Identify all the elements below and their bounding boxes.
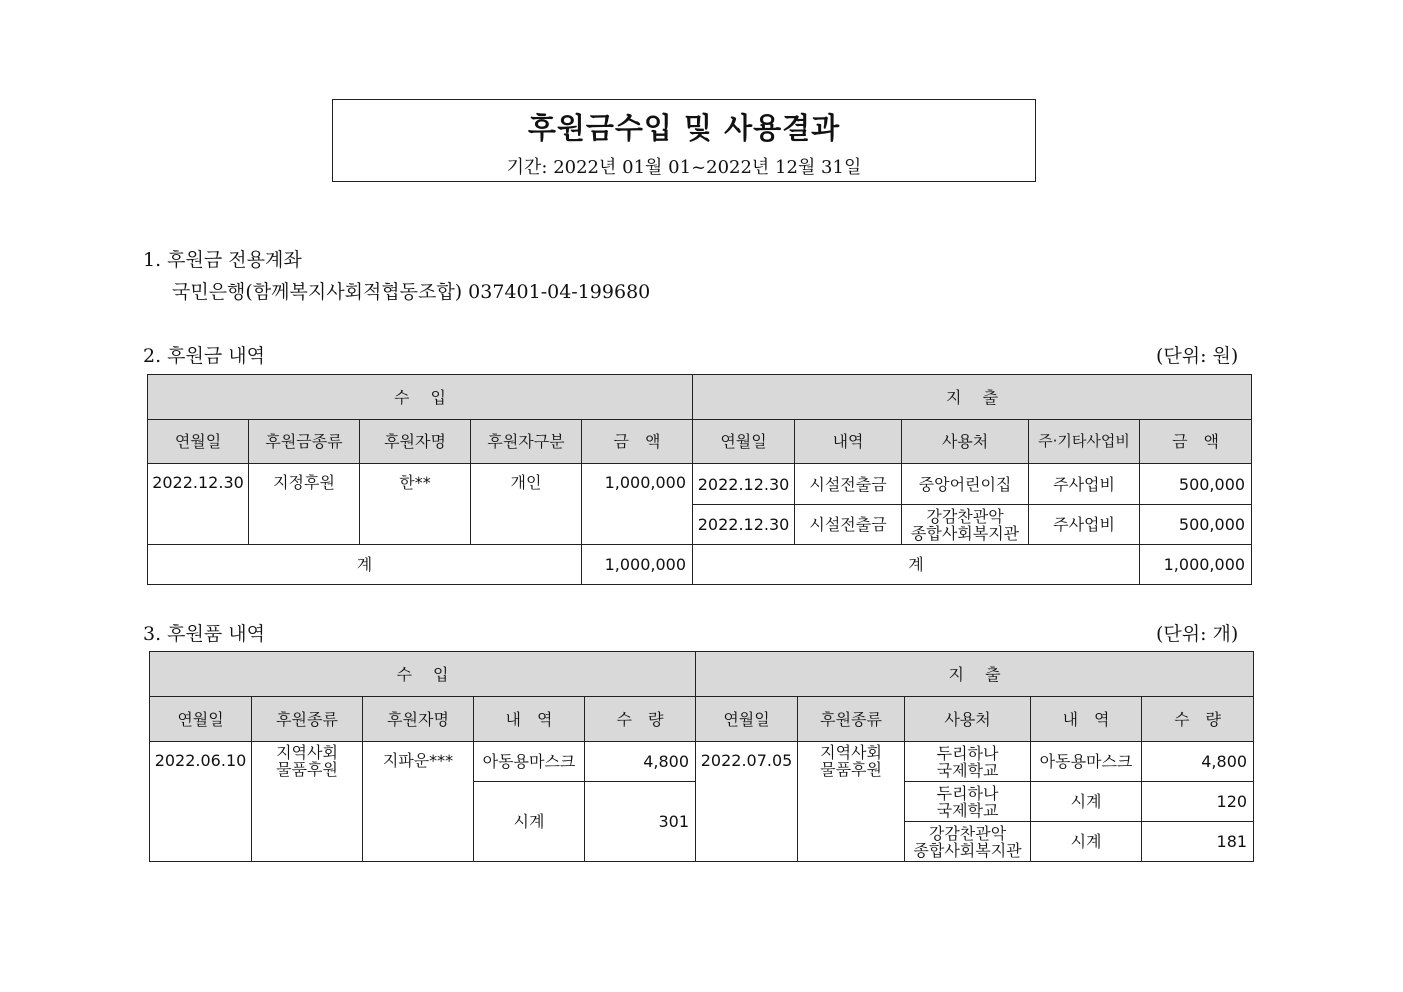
place-line: 강감찬관악 — [928, 823, 1007, 843]
expense-kind: 주사업비 — [1029, 464, 1140, 505]
goods-expense-place — [905, 782, 1031, 822]
column-header: 연월일 — [696, 697, 798, 742]
column-header: 후원자명 — [360, 420, 471, 464]
goods-expense-detail: 시계 — [1031, 822, 1142, 862]
column-header: 내 역 — [474, 697, 585, 742]
income-category: 개인 — [471, 464, 582, 545]
donation-goods-table — [149, 651, 1254, 862]
place-line: 종합사회복지관 — [913, 840, 1022, 860]
type-line: 물품후원 — [820, 760, 882, 779]
column-header: 사용처 — [902, 420, 1029, 464]
place-line: 두리하나 — [936, 743, 999, 763]
income-donor: 한** — [360, 464, 471, 545]
column-header: 내역 — [795, 420, 902, 464]
column-header: 주·기타사업비 — [1029, 420, 1140, 464]
goods-expense-type — [798, 742, 905, 862]
place-line: 국제학교 — [936, 760, 999, 780]
column-header: 사용처 — [905, 697, 1031, 742]
goods-expense-qty: 4,800 — [1142, 742, 1254, 782]
expense-date: 2022.12.30 — [693, 464, 795, 505]
title-box — [332, 99, 1036, 182]
account-text: 국민은행(함께복지사회적협동조합) 037401-04-199680 — [172, 281, 651, 303]
section3-unit: (단위: 개) — [1156, 623, 1239, 645]
goods-income-detail: 아동용마스크 — [474, 742, 585, 782]
expense-header: 지 출 — [693, 375, 1252, 420]
goods-income-donor: 지파운*** — [363, 742, 474, 862]
column-header: 연월일 — [693, 420, 795, 464]
column-header: 수 량 — [585, 697, 696, 742]
section2-unit: (단위: 원) — [1156, 345, 1239, 367]
goods-expense-detail: 아동용마스크 — [1031, 742, 1142, 782]
column-header: 후원자명 — [363, 697, 474, 742]
income-type: 지정후원 — [249, 464, 360, 545]
section3-heading: 3. 후원품 내역 — [143, 623, 265, 645]
type-line: 지역사회 — [820, 743, 882, 762]
column-header: 금 액 — [1140, 420, 1252, 464]
type-line: 지역사회 — [276, 743, 338, 762]
period-text: 기간: 2022년 01월 01~2022년 12월 31일 — [506, 157, 862, 178]
income-date: 2022.12.30 — [148, 464, 249, 545]
section1-heading: 1. 후원금 전용계좌 — [143, 249, 302, 271]
goods-income-type — [252, 742, 363, 862]
place-line: 두리하나 — [936, 783, 999, 803]
place-line: 종합사회복지관 — [910, 523, 1020, 543]
income-total: 1,000,000 — [582, 545, 693, 585]
expense-kind: 주사업비 — [1029, 505, 1140, 545]
column-header: 후원종류 — [798, 697, 905, 742]
column-header: 금 액 — [582, 420, 693, 464]
expense-total: 1,000,000 — [1140, 545, 1252, 585]
goods-income-detail: 시계 — [474, 782, 585, 862]
page-title: 후원금수입 및 사용결과 — [527, 111, 841, 145]
goods-expense-date: 2022.07.05 — [696, 742, 798, 862]
expense-place — [902, 505, 1029, 545]
goods-expense-qty: 181 — [1142, 822, 1254, 862]
goods-income-qty: 4,800 — [585, 742, 696, 782]
place-line: 강감찬관악 — [926, 506, 1004, 526]
column-header: 후원종류 — [252, 697, 363, 742]
expense-date: 2022.12.30 — [693, 505, 795, 545]
expense-header: 지 출 — [696, 652, 1254, 697]
column-header: 연월일 — [150, 697, 252, 742]
column-header: 내 역 — [1031, 697, 1142, 742]
income-header: 수 입 — [150, 652, 696, 697]
expense-detail: 시설전출금 — [795, 505, 902, 545]
goods-expense-detail: 시계 — [1031, 782, 1142, 822]
expense-detail: 시설전출금 — [795, 464, 902, 505]
column-header: 연월일 — [148, 420, 249, 464]
expense-place: 중앙어린이집 — [902, 464, 1029, 505]
income-amount: 1,000,000 — [582, 464, 693, 545]
goods-expense-place — [905, 742, 1031, 782]
income-header: 수 입 — [148, 375, 693, 420]
column-header: 수 량 — [1142, 697, 1254, 742]
expense-amount: 500,000 — [1140, 464, 1252, 505]
expense-amount: 500,000 — [1140, 505, 1252, 545]
section2-heading: 2. 후원금 내역 — [143, 345, 265, 367]
goods-income-qty: 301 — [585, 782, 696, 862]
type-line: 물품후원 — [276, 760, 338, 779]
goods-income-date: 2022.06.10 — [150, 742, 252, 862]
column-header: 후원자구분 — [471, 420, 582, 464]
column-header: 후원금종류 — [249, 420, 360, 464]
goods-expense-place — [905, 822, 1031, 862]
place-line: 국제학교 — [936, 800, 999, 820]
income-total-label: 계 — [148, 545, 582, 585]
goods-expense-qty: 120 — [1142, 782, 1254, 822]
expense-total-label: 계 — [693, 545, 1140, 585]
donation-money-table — [147, 374, 1252, 585]
